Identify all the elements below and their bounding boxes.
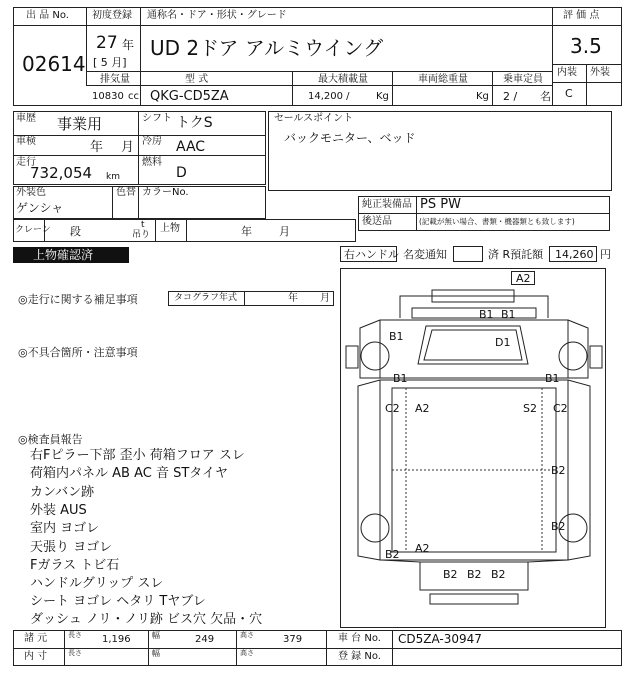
damage-mark: B1 — [501, 308, 516, 321]
check-banner-text: 上物確認済 — [33, 248, 94, 262]
registration-number-label: 登 録 No. — [338, 651, 381, 662]
steering-value: 右ハンドル — [344, 248, 399, 261]
defects-title: ◎不具合箇所・注意事項 — [18, 346, 138, 359]
inspection-month-unit: 月 — [121, 140, 135, 155]
chassis-value: CD5ZA-30947 — [398, 632, 482, 646]
inspection-label: 車検 — [16, 136, 36, 147]
check-banner — [13, 247, 129, 263]
damage-mark: B2 — [491, 568, 506, 581]
history-value: 事業用 — [57, 115, 103, 133]
report-line: ダッシュ ノリ・ノリ跡 ビス穴 欠品・穴 — [30, 612, 263, 627]
damage-mark: D1 — [495, 336, 511, 349]
grade-label: 評 価 点 — [563, 10, 600, 21]
report-title: ◎検査員報告 — [18, 433, 83, 446]
damage-mark: C2 — [553, 402, 568, 415]
length-label: 長さ — [68, 631, 82, 639]
registration-month: [ 5 月] — [93, 56, 127, 69]
retrofit-note: (記載が無い場合、書類・機器類とも致します) — [419, 217, 575, 226]
aircon-label: 冷房 — [142, 136, 162, 147]
model-header-label: 通称名・ドア・形状・グレード — [147, 10, 287, 21]
mileage-label: 走行 — [16, 157, 36, 168]
mileage-unit: km — [106, 172, 120, 182]
interior-grade-label: 内装 — [557, 67, 577, 78]
mileage-value: 732,054 — [30, 164, 93, 182]
gross-weight-label: 車両総重量 — [418, 74, 468, 85]
supplement-title: ◎走行に関する補足事項 — [18, 293, 138, 306]
width-value: 249 — [195, 634, 215, 645]
upper-year-unit: 年 — [241, 225, 252, 238]
recycle-label: 済 R預託額 — [488, 248, 544, 261]
damage-mark: B2 — [443, 568, 458, 581]
shift-label: シフト — [142, 113, 172, 124]
history-label: 車歴 — [16, 113, 36, 124]
type-value: QKG-CD5ZA — [150, 89, 229, 104]
grade-score: 3.5 — [570, 34, 602, 58]
max-load-unit: Kg — [376, 91, 389, 102]
report-line: ハンドルグリップ スレ — [30, 576, 164, 591]
height-value: 379 — [283, 634, 303, 645]
exterior-grade-label: 外装 — [590, 67, 610, 78]
damage-mark: B1 — [393, 372, 408, 385]
max-load-value: 14,200 / — [308, 91, 350, 102]
crane-stage: 段 — [70, 225, 81, 238]
recycle-yen: 円 — [600, 248, 611, 261]
lot-label: 出 品 No. — [26, 10, 69, 21]
displacement-value: 10830 — [92, 91, 124, 102]
damage-mark: B2 — [467, 568, 482, 581]
tacho-month: 月 — [320, 293, 330, 304]
type-label: 型 式 — [185, 74, 209, 85]
report-line: 右Fピラー下部 歪小 荷箱フロア スレ — [30, 448, 245, 463]
height-label: 高さ — [240, 631, 254, 639]
damage-mark: B1 — [545, 372, 560, 385]
interior-length-label: 長さ — [68, 649, 82, 657]
color-label: 外装色 — [16, 187, 46, 198]
fuel-value: D — [176, 165, 187, 181]
damage-mark: A2 — [415, 542, 430, 555]
model-name: UD 2ドア アルミウイング — [150, 36, 384, 60]
equipment-value: PS PW — [420, 197, 461, 212]
damage-mark: B1 — [479, 308, 494, 321]
max-load-label: 最大積載量 — [318, 74, 368, 85]
interior-width-label: 幅 — [152, 649, 160, 658]
damage-mark: A2 — [415, 402, 430, 415]
retrofit-label: 後送品 — [362, 216, 392, 227]
displacement-label: 排気量 — [100, 74, 130, 85]
specs-label: 諸 元 — [24, 633, 48, 644]
damage-mark: C2 — [385, 402, 400, 415]
report-line: シート ヨゴレ ヘタリ Tヤブレ — [30, 594, 206, 609]
crane-label: クレーン — [15, 225, 51, 235]
damage-mark: B1 — [389, 330, 404, 343]
registration-year: 27 — [96, 33, 118, 53]
notice-box — [453, 246, 483, 262]
chassis-label: 車 台 No. — [338, 633, 381, 644]
capacity-label: 乗車定員 — [503, 74, 543, 85]
crane-lift-t: t — [141, 220, 145, 230]
sales-points-text: バックモニター、ベッド — [284, 131, 416, 145]
shift-value: トクS — [176, 115, 213, 131]
registration-year-unit: 年 — [122, 38, 135, 52]
interior-grade: C — [565, 87, 573, 100]
upper-month-unit: 月 — [279, 225, 290, 238]
capacity-value: 2 / — [503, 90, 518, 103]
report-line: 外装 AUS — [30, 503, 87, 518]
gross-weight-unit: Kg — [476, 91, 489, 102]
aircon-value: AAC — [176, 139, 206, 155]
tacho-label: タコグラフ年式 — [174, 293, 238, 303]
color-change-label: 色替 — [116, 187, 136, 198]
fuel-label: 燃料 — [142, 157, 162, 168]
crane-frame — [13, 219, 356, 242]
report-line: カンバン跡 — [30, 485, 95, 500]
report-line: 室内 ヨゴレ — [30, 521, 100, 536]
report-line: Fガラス トビ石 — [30, 558, 120, 573]
truck-diagram — [340, 268, 606, 628]
damage-mark: A2 — [516, 272, 531, 285]
width-label: 幅 — [152, 631, 160, 640]
report-line: 天張り ヨゴレ — [30, 540, 113, 555]
inspection-year-unit: 年 — [90, 140, 104, 155]
upper-label: 上物 — [160, 223, 180, 234]
sales-points-label: セールスポイント — [274, 113, 354, 124]
damage-mark: B2 — [551, 520, 566, 533]
color-number-label: カラーNo. — [142, 187, 189, 198]
registration-label: 初度登録 — [92, 10, 132, 21]
notice-label: 名変通知 — [403, 248, 447, 261]
damage-mark: S2 — [523, 402, 537, 415]
report-line: 荷箱内パネル AB AC 音 STタイヤ — [30, 466, 229, 481]
interior-height-label: 高さ — [240, 649, 254, 657]
lot-number: 02614 — [22, 52, 86, 76]
color-value: ゲンシャ — [16, 201, 64, 215]
damage-mark: B2 — [385, 548, 400, 561]
crane-lift: 吊り — [132, 230, 151, 240]
interior-size-label: 内 寸 — [24, 651, 48, 662]
tacho-year: 年 — [288, 293, 298, 304]
damage-mark: B2 — [551, 464, 566, 477]
recycle-amount: 14,260 — [555, 248, 594, 261]
capacity-unit: 名 — [540, 90, 551, 103]
equipment-label: 純正装備品 — [362, 199, 412, 210]
displacement-unit: cc — [128, 91, 139, 102]
length-value: 1,196 — [102, 634, 131, 645]
